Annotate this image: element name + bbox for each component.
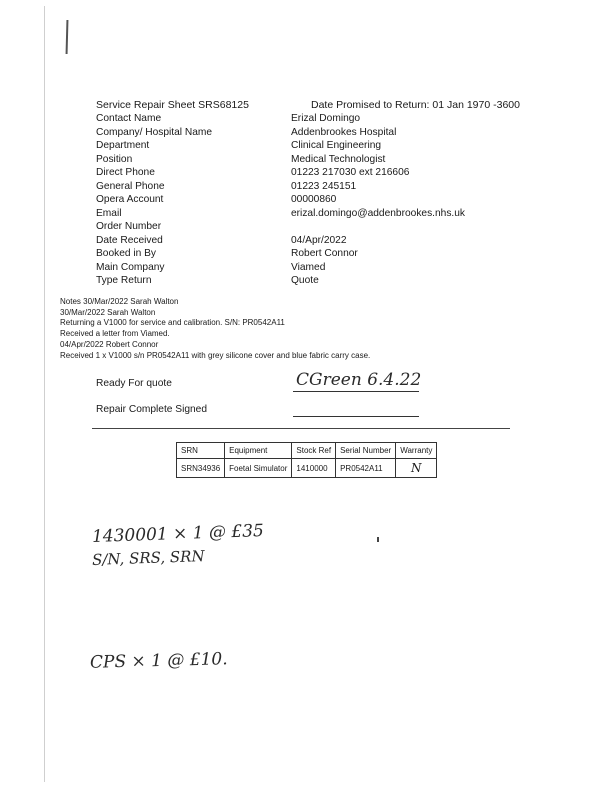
- handwritten-line-1: 1430001 × 1 @ £35: [91, 521, 265, 547]
- field-value: Medical Technologist: [291, 153, 386, 165]
- field-value: Viamed: [291, 261, 326, 273]
- table-cell: SRN34936: [177, 459, 225, 478]
- field-label: Type Return: [96, 275, 152, 286]
- section-divider: [92, 428, 510, 429]
- ready-for-quote-label: Ready For quote: [96, 378, 172, 389]
- field-value: erizal.domingo@addenbrookes.nhs.uk: [291, 207, 466, 219]
- page-edge: [44, 6, 45, 782]
- table-cell: N: [396, 459, 437, 478]
- field-value: Erizal Domingo: [291, 113, 361, 124]
- field-label: Position: [96, 153, 133, 165]
- field-value: 00000860: [291, 194, 337, 205]
- ink-dot: [377, 537, 379, 542]
- field-value: Clinical Engineering: [291, 140, 382, 151]
- note-line: Received a letter from Viamed.: [60, 329, 170, 339]
- column-header: Serial Number: [336, 443, 396, 459]
- field-label: Date Received: [96, 234, 163, 246]
- column-header: Warranty: [396, 443, 437, 459]
- equipment-table: [176, 442, 437, 478]
- notes-block: [60, 297, 370, 361]
- ready-signature-line: [293, 391, 419, 392]
- date-promised: Date Promised to Return: 01 Jan 1970 -3600: [311, 99, 520, 111]
- table-cell: Foetal Simulator: [225, 459, 292, 478]
- column-header: Equipment: [225, 443, 292, 459]
- note-line: Received 1 x V1000 s/n PR0542A11 with grey silicone cover and blue fabric carry case.: [60, 350, 371, 360]
- field-value: Quote: [291, 275, 319, 286]
- field-label: Main Company: [96, 261, 165, 273]
- field-label: Order Number: [96, 221, 162, 232]
- repair-complete-label: Repair Complete Signed: [96, 404, 207, 415]
- sheet-title: Service Repair Sheet SRS68125: [96, 99, 249, 111]
- field-label: Booked in By: [96, 248, 157, 259]
- field-label: Email: [96, 207, 122, 219]
- note-line: Notes 30/Mar/2022 Sarah Walton: [60, 297, 179, 306]
- column-header: SRN: [177, 443, 225, 459]
- note-line: Returning a V1000 for service and calibration. S/N: PR0542A11: [60, 318, 285, 328]
- field-label: Contact Name: [96, 113, 162, 124]
- table-cell: 1410000: [292, 459, 336, 478]
- handwritten-line-2: S/N, SRS, SRN: [91, 547, 205, 569]
- table-row: [177, 459, 437, 478]
- complete-signature-line: [293, 416, 419, 417]
- field-value: Addenbrookes Hospital: [291, 126, 397, 138]
- column-header: Stock Ref: [292, 443, 336, 459]
- scan-mark: [66, 20, 69, 54]
- field-label: General Phone: [96, 180, 165, 192]
- field-label: Department: [96, 140, 150, 151]
- note-line: 04/Apr/2022 Robert Connor: [60, 339, 159, 349]
- table-cell: PR0542A11: [336, 459, 396, 478]
- table-header-row: [177, 443, 437, 459]
- note-line: 30/Mar/2022 Sarah Walton: [60, 307, 156, 317]
- field-label: Opera Account: [96, 194, 164, 205]
- field-value: 01223 217030 ext 216606: [291, 167, 410, 178]
- field-label: Company/ Hospital Name: [96, 126, 213, 138]
- ready-signature: CGreen 6.4.22: [296, 370, 422, 390]
- field-value: 01223 245151: [291, 180, 357, 192]
- field-value: 04/Apr/2022: [291, 234, 347, 246]
- field-value: Robert Connor: [291, 248, 358, 259]
- handwritten-line-3: CPS × 1 @ £10.: [89, 649, 228, 673]
- field-label: Direct Phone: [96, 167, 155, 178]
